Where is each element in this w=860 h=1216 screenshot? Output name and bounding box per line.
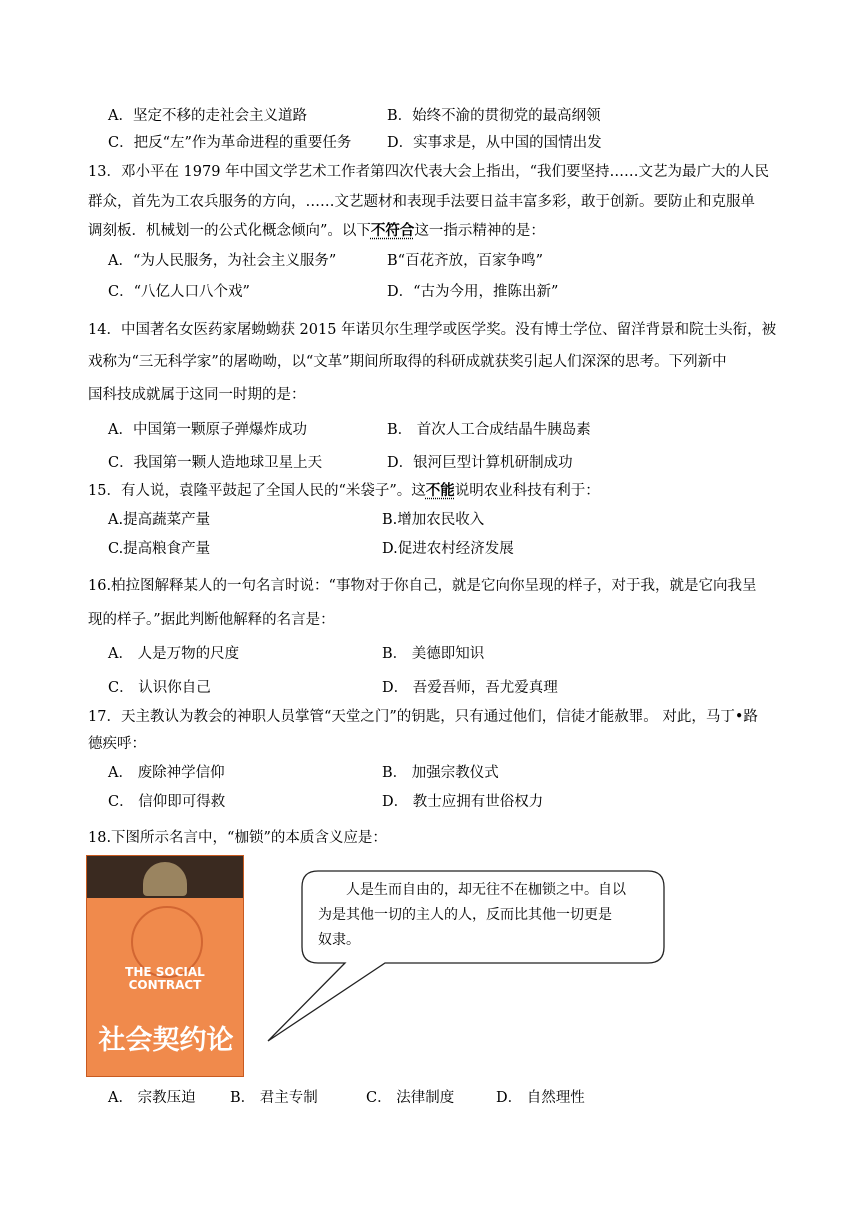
quote-line-2: 为是其他一切的主人的人，反而比其他一切更是 — [318, 907, 612, 923]
q14-stem-line-3: 国科技成就属于这同一时期的是： — [88, 387, 306, 403]
q15-stem-text: 15．有人说，袁隆平鼓起了全国人民的“米袋子”。这 — [88, 483, 426, 499]
q18-option-a: A． 宗教压迫 — [108, 1090, 196, 1106]
q12-option-b: B．始终不渝的贯彻党的最高纲领 — [387, 108, 601, 124]
q13-stem-line-1: 13．邓小平在 1979 年中国文学艺术工作者第四次代表大会上指出，“我们要坚持……文艺为最广大的人民 — [88, 164, 769, 180]
quote-line-1: 人是生而自由的，却无往不在枷锁之中。自以 — [346, 882, 626, 898]
book-english-title — [93, 966, 237, 992]
q15-option-d: D.促进农村经济发展 — [382, 541, 514, 557]
q16-option-d: D． 吾爱吾师，吾尤爱真理 — [382, 680, 558, 696]
q17-option-d: D． 教士应拥有世俗权力 — [382, 794, 544, 810]
q14-stem-line-2: 戏称为“三无科学家”的屠呦呦，以“文革”期间所取得的科研成就获奖引起人们深深的思考。下列新中 — [88, 354, 727, 370]
book-english-title-line-2: CONTRACT — [128, 978, 202, 992]
q16-stem-line-1: 16.柏拉图解释某人的一句名言时说：“事物对于你自己，就是它向你呈现的样子，对于我，就是它向我呈 — [88, 578, 757, 594]
book-chinese-title: 社会契约论 — [98, 1025, 234, 1056]
q18-option-d: D． 自然理性 — [496, 1090, 585, 1106]
q13-stem-line-3 — [88, 221, 545, 241]
q17-option-b: B． 加强宗教仪式 — [382, 765, 499, 781]
q16-option-a: A． 人是万物的尺度 — [108, 646, 240, 662]
q15-stem-end: 说明农业科技有利于： — [454, 483, 600, 499]
rousseau-quote — [318, 878, 658, 953]
q16-option-b: B． 美德即知识 — [382, 646, 485, 662]
q17-stem-line-1: 17．天主教认为教会的神职人员掌管“天堂之门”的钥匙，只有通过他们，信徒才能赦罪。 对此，马丁•路 — [88, 709, 758, 725]
quote-line-3: 奴隶。 — [318, 932, 360, 948]
q14-option-b: B． 首次人工合成结晶牛胰岛素 — [387, 422, 591, 438]
q13-option-a: A．“为人民服务，为社会主义服务” — [108, 253, 337, 269]
q14-option-c: C．我国第一颗人造地球卫星上天 — [108, 455, 323, 471]
q14-stem-line-1: 14．中国著名女医药家屠蚴蚴获 2015 年诺贝尔生理学或医学奖。没有博士学位、留洋背景和院士头衔，被 — [88, 322, 777, 338]
q15-emphasis: 不能 — [425, 482, 455, 499]
q15-option-b: B.增加农民收入 — [382, 512, 485, 528]
q13-stem-end: 这一指示精神的是： — [414, 223, 545, 239]
q17-stem-line-2: 德疾呼： — [88, 736, 146, 752]
q18-stem-line-1: 18.下图所示名言中，“枷锁”的本质含义应是： — [88, 830, 387, 846]
q13-option-c: C．“八亿人口八个戏” — [108, 284, 250, 300]
q14-option-a: A．中国第一颗原子弹爆炸成功 — [108, 422, 307, 438]
q13-option-b: B“百花齐放，百家争鸣” — [387, 253, 543, 269]
book-english-title-line-1: THE SOCIAL — [125, 965, 205, 979]
q12-option-d: D．实事求是，从中国的国情出发 — [387, 135, 602, 151]
q12-option-c: C．把反“左”作为革命进程的重要任务 — [108, 135, 352, 151]
q13-stem-line-2: 群众，首先为工农兵服务的方向，……文艺题材和表现手法要日益丰富多彩，敢于创新。要防止和克服单 — [88, 194, 755, 210]
q18-option-b: B． 君主专制 — [230, 1090, 318, 1106]
q13-stem-text: 调刻板．机械划一的公式化概念倾向”。以下 — [88, 223, 371, 239]
q18-option-c: C． 法律制度 — [366, 1090, 455, 1106]
q17-option-a: A． 废除神学信仰 — [108, 765, 225, 781]
q15-stem-line-1 — [88, 481, 600, 501]
q16-stem-line-2: 现的样子。”据此判断他解释的名言是： — [88, 612, 335, 628]
q17-option-c: C． 信仰即可得救 — [108, 794, 226, 810]
q14-option-d: D．银河巨型计算机研制成功 — [387, 455, 573, 471]
q12-option-a: A．坚定不移的走社会主义道路 — [108, 108, 307, 124]
q15-option-a: A.提高蔬菜产量 — [108, 512, 211, 528]
q13-option-d: D．“古为今用，推陈出新” — [387, 284, 559, 300]
q13-emphasis: 不符合 — [370, 222, 415, 239]
book-cover-image — [86, 855, 244, 1077]
q15-option-c: C.提高粮食产量 — [108, 541, 211, 557]
q16-option-c: C． 认识你自己 — [108, 680, 211, 696]
